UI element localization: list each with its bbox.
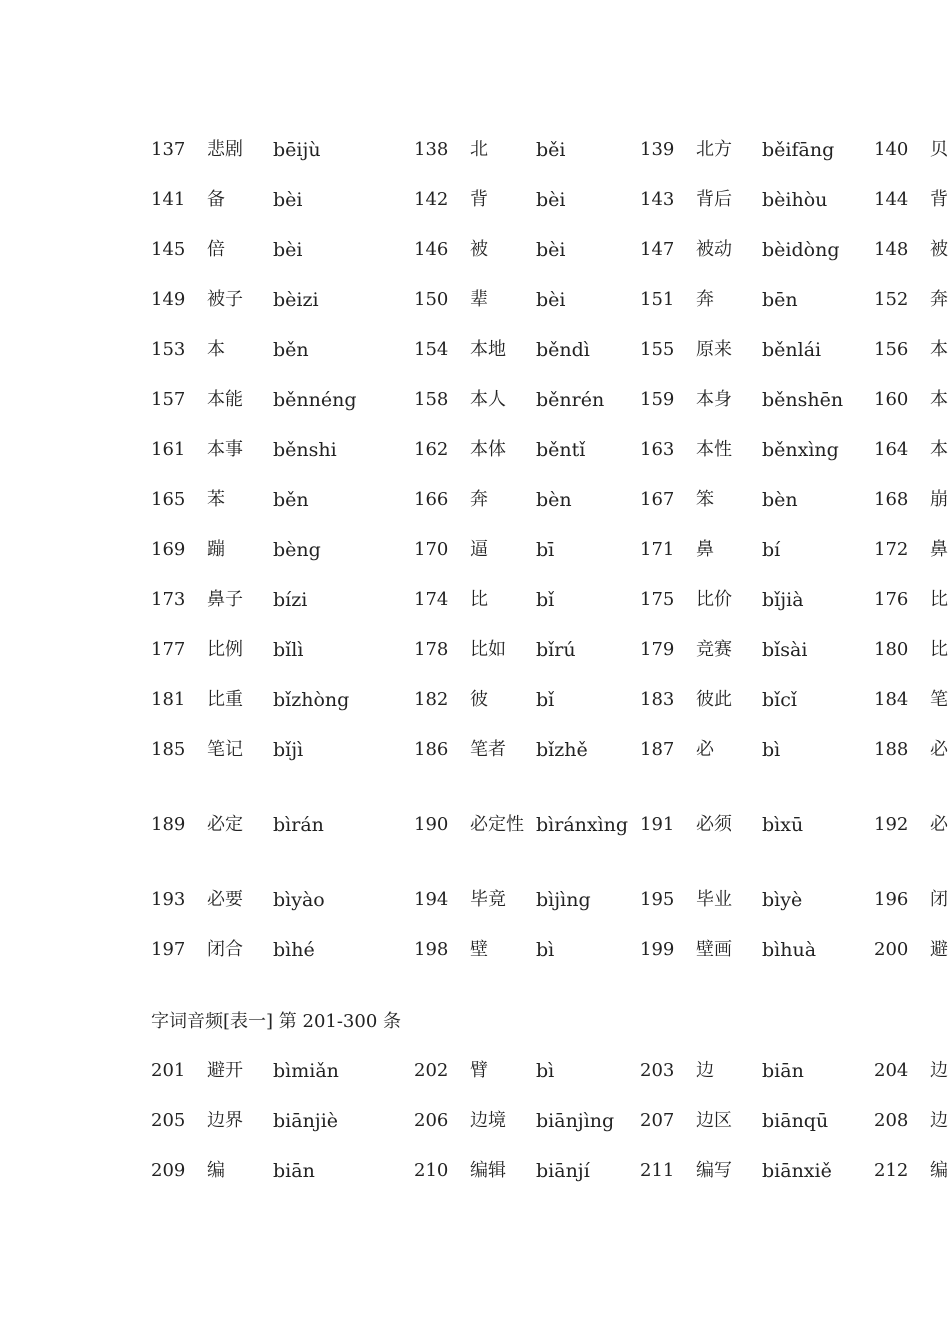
- entry-pinyin: bèn: [762, 489, 798, 511]
- entry-word: 必: [930, 814, 948, 835]
- entry-word: 备: [207, 189, 225, 210]
- entry-number: 139: [640, 139, 675, 160]
- entry-number: 142: [414, 189, 449, 210]
- entry-number: 191: [640, 814, 675, 835]
- entry-word: 鼻: [696, 539, 714, 560]
- table-row: [141, 875, 950, 925]
- entry-pinyin: běnxìng: [762, 439, 839, 461]
- table-row: [141, 425, 950, 475]
- table-row: [141, 225, 950, 275]
- entry-pinyin: bì: [536, 939, 555, 961]
- table-row: [141, 125, 950, 175]
- entry-number: 208: [874, 1110, 909, 1131]
- entry-word: 被: [470, 239, 488, 260]
- entry-word: 边境: [470, 1110, 506, 1131]
- entry-pinyin: bǐjì: [273, 739, 304, 761]
- entry-word: 北: [470, 139, 488, 160]
- entry-word: 编辑: [470, 1160, 506, 1181]
- entry-word: 被子: [207, 289, 243, 310]
- entry-word: 笔记: [207, 739, 243, 760]
- entry-pinyin: běnshēn: [762, 389, 844, 411]
- table-row: [141, 1146, 950, 1196]
- entry-number: 175: [640, 589, 675, 610]
- entry-number: 169: [151, 539, 186, 560]
- entry-pinyin: bǐrú: [536, 639, 576, 661]
- entry-number: 157: [151, 389, 186, 410]
- entry-pinyin: bèidòng: [762, 239, 840, 261]
- entry-pinyin: bǐjià: [762, 589, 804, 611]
- entry-pinyin: běndì: [536, 339, 590, 361]
- entry-number: 198: [414, 939, 449, 960]
- entry-pinyin: bèi: [536, 239, 566, 261]
- entry-word: 本: [930, 439, 948, 460]
- entry-number: 197: [151, 939, 186, 960]
- entry-number: 144: [874, 189, 909, 210]
- entry-number: 152: [874, 289, 909, 310]
- entry-word: 本地: [470, 339, 506, 360]
- entry-word: 彼此: [696, 689, 732, 710]
- entry-number: 203: [640, 1060, 675, 1081]
- table-row: [141, 325, 950, 375]
- entry-word: 必定: [207, 814, 243, 835]
- entry-number: 211: [640, 1160, 675, 1181]
- entry-word: 本: [207, 339, 225, 360]
- table-row: [141, 675, 950, 725]
- entry-pinyin: biānjìng: [536, 1110, 615, 1132]
- entry-pinyin: biān: [273, 1160, 315, 1182]
- entry-word: 必须: [696, 814, 732, 835]
- entry-pinyin: bǐcǐ: [762, 689, 797, 711]
- entry-pinyin: bèizi: [273, 289, 319, 311]
- table-row: [141, 175, 950, 225]
- entry-number: 151: [640, 289, 675, 310]
- entry-number: 143: [640, 189, 675, 210]
- entry-pinyin: běi: [536, 139, 566, 161]
- entry-word: 本性: [696, 439, 732, 460]
- entry-number: 153: [151, 339, 186, 360]
- entry-number: 168: [874, 489, 909, 510]
- entry-number: 147: [640, 239, 675, 260]
- entry-number: 207: [640, 1110, 675, 1131]
- entry-pinyin: bìxū: [762, 814, 804, 836]
- entry-pinyin: bǐsài: [762, 639, 808, 661]
- entry-number: 183: [640, 689, 675, 710]
- entry-word: 本体: [470, 439, 506, 460]
- table-row: [141, 575, 950, 625]
- entry-pinyin: bìrán: [273, 814, 324, 836]
- entry-pinyin: biān: [762, 1060, 804, 1082]
- entry-pinyin: bǐzhòng: [273, 689, 350, 711]
- table-row: [141, 475, 950, 525]
- entry-word: 奔: [470, 489, 488, 510]
- entry-word: 比: [930, 639, 948, 660]
- entry-word: 背后: [696, 189, 732, 210]
- entry-word: 鼻子: [207, 589, 243, 610]
- entry-number: 200: [874, 939, 909, 960]
- entry-number: 148: [874, 239, 909, 260]
- entry-word: 本能: [207, 389, 243, 410]
- entry-pinyin: běnlái: [762, 339, 822, 361]
- entry-word: 边: [930, 1060, 948, 1081]
- entry-pinyin: bēn: [762, 289, 798, 311]
- entry-number: 162: [414, 439, 449, 460]
- entry-pinyin: bìyè: [762, 889, 803, 911]
- entry-word: 贝: [930, 139, 948, 160]
- entry-pinyin: bìhé: [273, 939, 315, 961]
- entry-pinyin: bī: [536, 539, 555, 561]
- entry-number: 196: [874, 889, 909, 910]
- entry-word: 避: [930, 939, 948, 960]
- entry-pinyin: bèi: [536, 189, 566, 211]
- entry-pinyin: bí: [762, 539, 781, 561]
- entry-number: 184: [874, 689, 909, 710]
- entry-pinyin: běn: [273, 489, 309, 511]
- entry-word: 边: [696, 1060, 714, 1081]
- entry-number: 138: [414, 139, 449, 160]
- entry-word: 必: [696, 739, 714, 760]
- entry-number: 195: [640, 889, 675, 910]
- entry-word: 本人: [470, 389, 506, 410]
- entry-pinyin: bǐ: [536, 689, 555, 711]
- entry-word: 奔: [696, 289, 714, 310]
- entry-word: 编: [930, 1160, 948, 1181]
- entry-number: 140: [874, 139, 909, 160]
- entry-pinyin: bèi: [536, 289, 566, 311]
- entry-pinyin: bèi: [273, 189, 303, 211]
- entry-word: 崩: [930, 489, 948, 510]
- entry-number: 201: [151, 1060, 186, 1081]
- entry-number: 149: [151, 289, 186, 310]
- entry-pinyin: bèihòu: [762, 189, 828, 211]
- entry-number: 163: [640, 439, 675, 460]
- entry-word: 笔者: [470, 739, 506, 760]
- entry-number: 204: [874, 1060, 909, 1081]
- entry-number: 185: [151, 739, 186, 760]
- table-row: [141, 725, 950, 775]
- entry-word: 笔: [930, 689, 948, 710]
- entry-number: 189: [151, 814, 186, 835]
- entry-number: 193: [151, 889, 186, 910]
- entry-word: 被动: [696, 239, 732, 260]
- entry-number: 137: [151, 139, 186, 160]
- entry-word: 辈: [470, 289, 488, 310]
- entry-number: 178: [414, 639, 449, 660]
- entry-word: 编写: [696, 1160, 732, 1181]
- table-row: [141, 375, 950, 425]
- entry-pinyin: běnrén: [536, 389, 605, 411]
- entry-word: 倍: [207, 239, 225, 260]
- entry-number: 176: [874, 589, 909, 610]
- entry-number: 158: [414, 389, 449, 410]
- entry-number: 181: [151, 689, 186, 710]
- entry-word: 避开: [207, 1060, 243, 1081]
- entry-number: 167: [640, 489, 675, 510]
- entry-word: 奔: [930, 289, 948, 310]
- entry-pinyin: bìhuà: [762, 939, 817, 961]
- table-row: [141, 1046, 950, 1096]
- entry-word: 背: [930, 189, 948, 210]
- entry-number: 173: [151, 589, 186, 610]
- entry-word: 必要: [207, 889, 243, 910]
- entry-number: 172: [874, 539, 909, 560]
- entry-word: 闭合: [207, 939, 243, 960]
- entry-word: 边区: [696, 1110, 732, 1131]
- entry-number: 174: [414, 589, 449, 610]
- entry-number: 160: [874, 389, 909, 410]
- entry-word: 编: [207, 1160, 225, 1181]
- entry-pinyin: běn: [273, 339, 309, 361]
- entry-word: 本身: [696, 389, 732, 410]
- entry-number: 187: [640, 739, 675, 760]
- entry-word: 逼: [470, 539, 488, 560]
- table-row: [141, 1096, 950, 1146]
- entry-number: 202: [414, 1060, 449, 1081]
- entry-word: 必定性: [470, 814, 524, 835]
- table-row: [141, 525, 950, 575]
- entry-word: 比: [470, 589, 488, 610]
- entry-word: 边: [930, 1110, 948, 1131]
- entry-pinyin: bì: [536, 1060, 555, 1082]
- entry-number: 209: [151, 1160, 186, 1181]
- entry-pinyin: bǐ: [536, 589, 555, 611]
- entry-number: 205: [151, 1110, 186, 1131]
- entry-pinyin: bèng: [273, 539, 321, 561]
- entry-pinyin: bìmiǎn: [273, 1060, 339, 1082]
- entry-word: 毕竟: [470, 889, 506, 910]
- entry-word: 原来: [696, 339, 732, 360]
- entry-pinyin: bìyào: [273, 889, 325, 911]
- entry-number: 159: [640, 389, 675, 410]
- entry-word: 彼: [470, 689, 488, 710]
- entry-pinyin: běnnéng: [273, 389, 357, 411]
- entry-pinyin: biānxiě: [762, 1160, 832, 1182]
- entry-word: 毕业: [696, 889, 732, 910]
- entry-word: 鼻: [930, 539, 948, 560]
- entry-number: 192: [874, 814, 909, 835]
- entry-word: 比如: [470, 639, 506, 660]
- entry-pinyin: běntǐ: [536, 439, 586, 461]
- entry-number: 141: [151, 189, 186, 210]
- entry-word: 比例: [207, 639, 243, 660]
- entry-number: 190: [414, 814, 449, 835]
- entry-number: 179: [640, 639, 675, 660]
- entry-pinyin: bì: [762, 739, 781, 761]
- entry-word: 壁: [470, 939, 488, 960]
- entry-number: 166: [414, 489, 449, 510]
- entry-word: 北方: [696, 139, 732, 160]
- entry-pinyin: bǐlì: [273, 639, 304, 661]
- entry-number: 161: [151, 439, 186, 460]
- entry-word: 本事: [207, 439, 243, 460]
- section-heading: 字词音频[表一] 第 201-300 条: [151, 1011, 402, 1032]
- entry-pinyin: bǐzhě: [536, 739, 588, 761]
- entry-number: 182: [414, 689, 449, 710]
- entry-number: 145: [151, 239, 186, 260]
- entry-number: 188: [874, 739, 909, 760]
- entry-word: 闭: [930, 889, 948, 910]
- entry-number: 170: [414, 539, 449, 560]
- entry-word: 竞赛: [696, 639, 732, 660]
- entry-pinyin: biānqū: [762, 1110, 829, 1132]
- vocab-table-137-200: [141, 125, 950, 975]
- table-row: [141, 625, 950, 675]
- entry-number: 164: [874, 439, 909, 460]
- vocab-table-201-212: [141, 1046, 950, 1196]
- entry-pinyin: bēijù: [273, 139, 321, 161]
- entry-number: 212: [874, 1160, 909, 1181]
- entry-number: 194: [414, 889, 449, 910]
- entry-word: 被: [930, 239, 948, 260]
- entry-word: 必: [930, 739, 948, 760]
- entry-number: 199: [640, 939, 675, 960]
- entry-number: 171: [640, 539, 675, 560]
- entry-pinyin: běifāng: [762, 139, 835, 161]
- entry-pinyin: běnshi: [273, 439, 337, 461]
- entry-pinyin: biānjí: [536, 1160, 590, 1182]
- entry-number: 155: [640, 339, 675, 360]
- entry-number: 156: [874, 339, 909, 360]
- entry-number: 206: [414, 1110, 449, 1131]
- entry-word: 蹦: [207, 539, 225, 560]
- entry-number: 154: [414, 339, 449, 360]
- entry-word: 壁画: [696, 939, 732, 960]
- entry-number: 180: [874, 639, 909, 660]
- entry-pinyin: biānjiè: [273, 1110, 339, 1132]
- entry-word: 臂: [470, 1060, 488, 1081]
- entry-word: 悲剧: [207, 139, 243, 160]
- entry-word: 笨: [696, 489, 714, 510]
- entry-pinyin: bèn: [536, 489, 572, 511]
- table-row: [141, 775, 950, 875]
- entry-pinyin: bìránxìng: [536, 814, 629, 836]
- table-row: [141, 275, 950, 325]
- entry-number: 210: [414, 1160, 449, 1181]
- entry-number: 165: [151, 489, 186, 510]
- entry-word: 比重: [207, 689, 243, 710]
- entry-word: 苯: [207, 489, 225, 510]
- entry-word: 本: [930, 339, 948, 360]
- entry-number: 146: [414, 239, 449, 260]
- entry-number: 186: [414, 739, 449, 760]
- entry-word: 边界: [207, 1110, 243, 1131]
- entry-word: 比: [930, 589, 948, 610]
- entry-word: 比价: [696, 589, 732, 610]
- entry-number: 150: [414, 289, 449, 310]
- table-row: [141, 925, 950, 975]
- entry-word: 背: [470, 189, 488, 210]
- entry-word: 本: [930, 389, 948, 410]
- entry-pinyin: bízi: [273, 589, 308, 611]
- entry-pinyin: bèi: [273, 239, 303, 261]
- entry-number: 177: [151, 639, 186, 660]
- entry-pinyin: bìjìng: [536, 889, 591, 911]
